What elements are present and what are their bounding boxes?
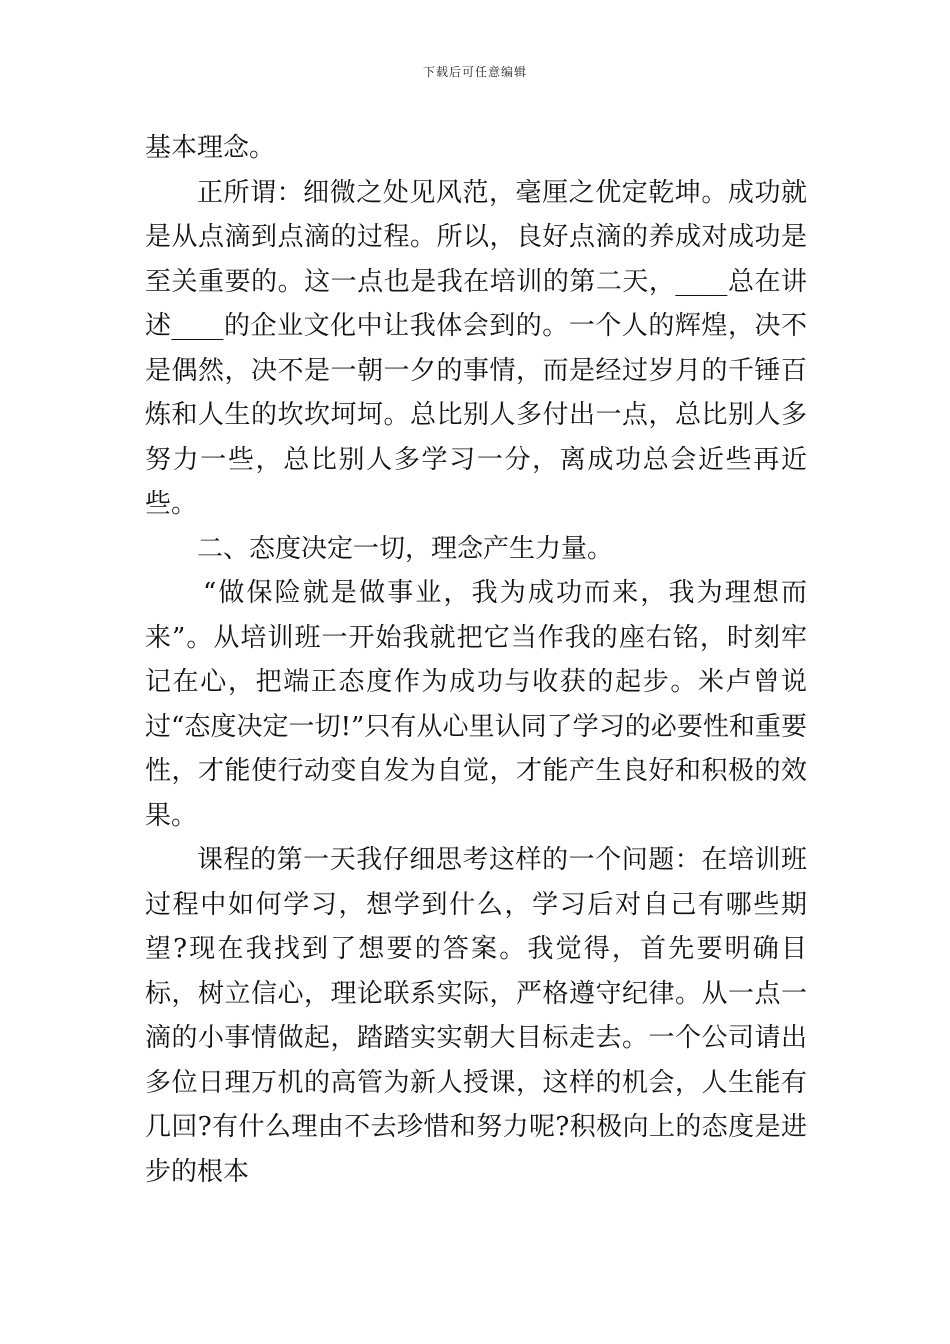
page-header: 下载后可任意编辑 xyxy=(422,65,527,79)
paragraph-first-day: 课程的第一天我仔细思考这样的一个问题：在培训班过程中如何学习，想学到什么，学习后对自己有哪些期望?现在我找到了想要的答案。我觉得，首先要明确目标，树立信心，理论联系实际，严格遵守纪律。从一点一滴的小事情做起，踏踏实实朝大目标走去。一个公司请出多位日理万机的高管为新人授课，这样的机会，人生能有几回?有什么理由不去珍惜和努力呢?积极向上的态度是进步的根本 xyxy=(145,845,807,1187)
document-body xyxy=(145,126,807,1194)
paragraph-motto: “做保险就是做事业，我为成功而来，我为理想而来”。从培训班一开始我就把它当作我的座右铭，时刻牢记在心，把端正态度作为成功与收获的起步。米卢曾说过“态度决定一切!”只有从心里认同了学习的必要性和重要性，才能使行动变自发为自觉，才能产生良好和积极的效果。 xyxy=(145,578,807,831)
paragraph-details-matter: 正所谓：细微之处见风范，毫厘之优定乾坤。成功就是从点滴到点滴的过程。所以，良好点滴的养成对成功是至关重要的。这一点也是我在培训的第二天，____总在讲述____的企业文化中让我体会到的。一个人的辉煌，决不是偶然，决不是一朝一夕的事情，而是经过岁月的千锤百炼和人生的坎坎坷坷。总比别人多付出一点，总比别人多努力一些，总比别人多学习一分，离成功总会近些再近些。 xyxy=(145,177,807,519)
section-heading-attitude: 二、态度决定一切，理念产生力量。 xyxy=(197,533,614,564)
paragraph-continuation: 基本理念。 xyxy=(145,133,276,163)
